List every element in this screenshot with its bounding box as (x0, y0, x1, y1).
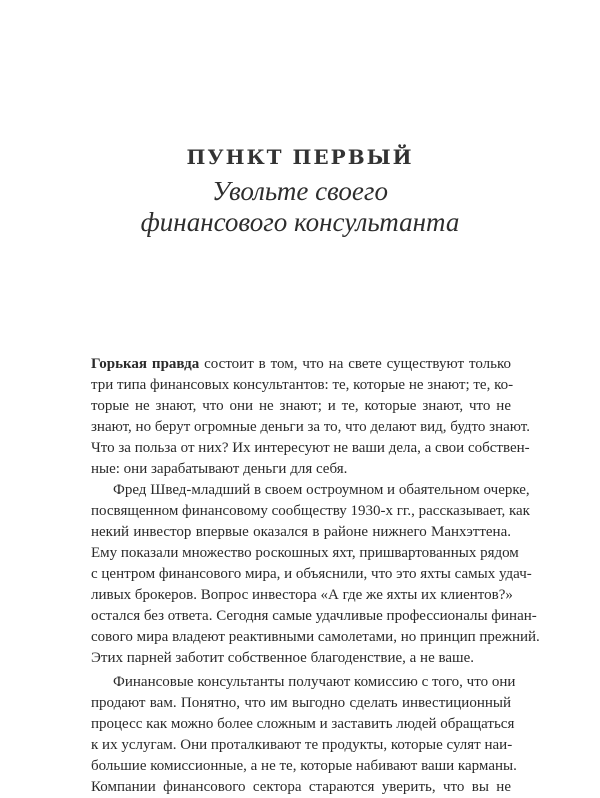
text-line: сового мира владеют реактивными самолетами, но принцип прежний. (91, 629, 540, 645)
text-line: с центром финансового мира, и объяснили, что это яхты самых удач- (91, 566, 532, 582)
chapter-subtitle (0, 176, 600, 238)
text-line: Финансовые консультанты получают комиссию с того, что они (113, 674, 516, 690)
lead-phrase: Горькая правда (91, 356, 200, 372)
text-line: Этих парней заботит собственное благоденствие, а не ваше. (91, 650, 474, 666)
text-line: посвященном финансовому сообществу 1930-х гг., рассказывает, как (91, 503, 530, 519)
text-line: процесс как можно более сложным и заставить людей обращаться (91, 716, 515, 732)
text-line: ливых брокеров. Вопрос инвестора «А где же яхты их клиентов?» (91, 587, 513, 603)
text-line (91, 354, 511, 375)
chapter-subtitle-line: финансового консультанта (140, 207, 460, 237)
chapter-subtitle-line: Увольте своего (212, 176, 388, 206)
text-line: Ему показали множество роскошных яхт, пришвартованных рядом (91, 545, 519, 561)
text-line: большие комиссионные, а не те, которые набивают ваши карманы. (91, 758, 517, 774)
text-line: Фред Швед-младший в своем остроумном и обаятельном очерке, (113, 482, 530, 498)
text-line: три типа финансовых консультантов: те, которые не знают; те, ко- (91, 377, 514, 393)
text-line: знают, но берут огромные деньги за то, что делают вид, будто знают. (91, 419, 530, 435)
text-line-rest: состоит в том, что на свете существуют только (199, 356, 511, 372)
body-text (91, 354, 540, 798)
text-line: торые не знают, что они не знают; и те, которые знают, что не (91, 398, 511, 414)
chapter-heading: ПУНКТ ПЕРВЫЙ (186, 145, 414, 169)
paragraph (91, 354, 530, 480)
text-line: остался без ответа. Сегодня самые удачливые профессионалы финан- (91, 608, 537, 624)
paragraph (91, 672, 517, 798)
text-line: Компании финансового сектора стараются уверить, что вы не (91, 779, 511, 795)
text-line: ные: они зарабатывают деньги для себя. (91, 461, 348, 477)
text-line: Что за польза от них? Их интересуют не ваши дела, а свои собствен- (91, 440, 530, 456)
text-line: продают вам. Понятно, что им выгодно сделать инвестиционный (91, 695, 511, 711)
text-line: некий инвестор впервые оказался в районе нижнего Манхэттена. (91, 524, 511, 540)
paragraph (91, 480, 540, 669)
text-line: к их услугам. Они проталкивают те продукты, которые сулят наи- (91, 737, 513, 753)
